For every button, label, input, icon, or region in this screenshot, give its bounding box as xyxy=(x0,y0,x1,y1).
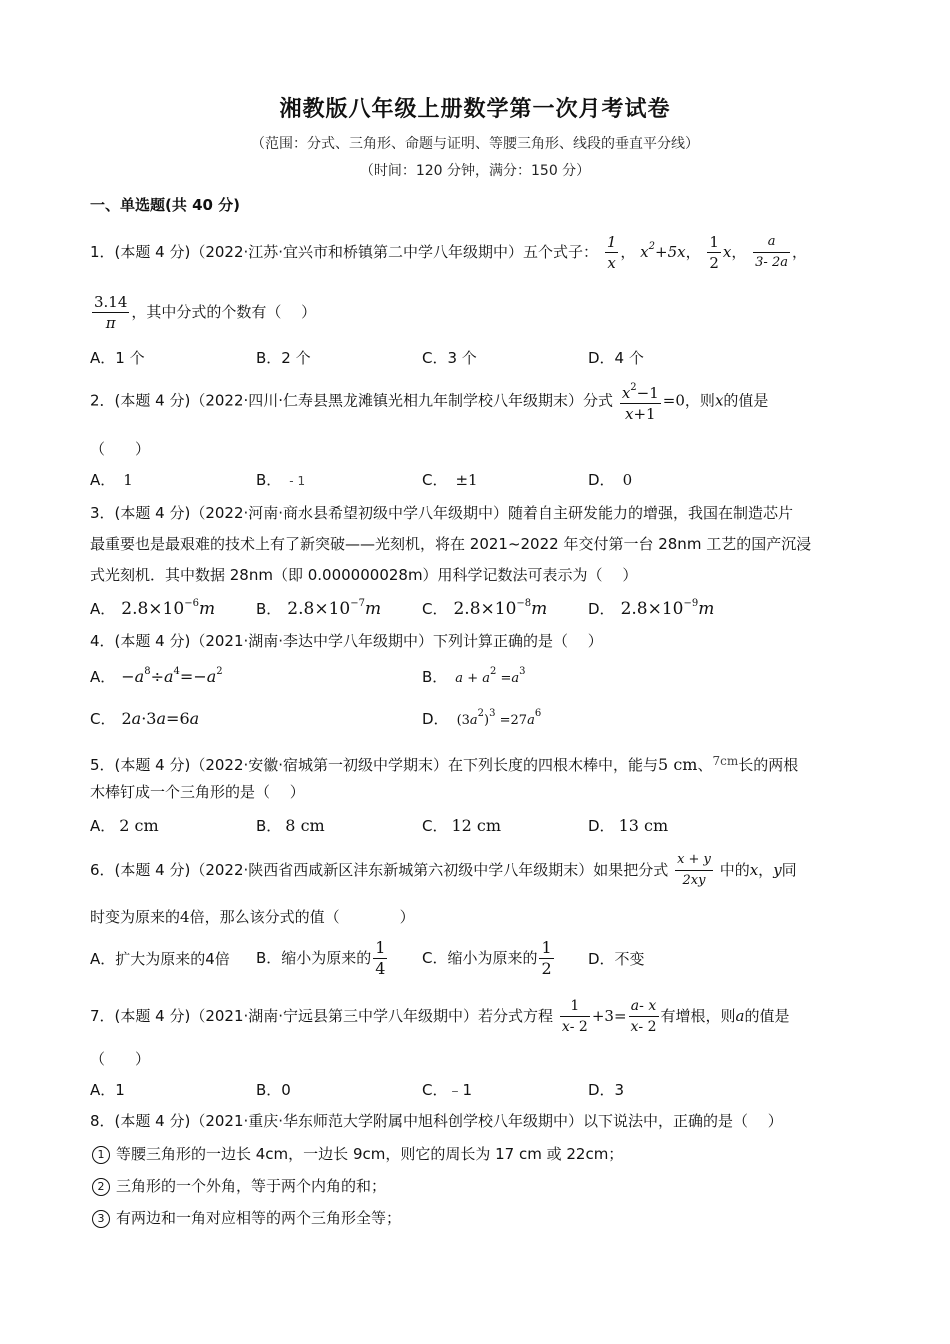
q1-option-c[interactable]: C．3 个 xyxy=(422,349,477,367)
q1-expr-3: $\frac{1}{2}$ xyxy=(709,233,719,272)
q1-expr-5: $\frac{3.14}{\pi}$ xyxy=(94,293,128,332)
q2-option-b[interactable]: B． - 1 xyxy=(256,471,306,489)
q6-fraction: $\frac{x + y}{2xy}$ xyxy=(677,852,711,888)
q7-option-c[interactable]: C．﹣1 xyxy=(422,1081,473,1099)
q6-option-c[interactable]: C．缩小为原来的 $\frac{1}{2}$ xyxy=(422,938,552,978)
q8-item-3: 3 有两边和一角对应相等的两个三角形全等； xyxy=(92,1207,401,1229)
question-2: 2．(本题 4 分)（2022·四川·仁寿县黑龙滩镇光相九年制学校八年级期末）分式 $\frac{x^2-1}{x+1}$ =0，则x的值是 xyxy=(90,378,768,424)
q6-option-a[interactable]: A．扩大为原来的4倍 xyxy=(90,950,230,968)
q7-option-b[interactable]: B．0 xyxy=(256,1081,291,1099)
q2-option-a[interactable]: A． 1 xyxy=(90,471,133,489)
q5-option-c[interactable]: C． 12 cm xyxy=(422,816,502,835)
q5-option-b[interactable]: B． 8 cm xyxy=(256,816,325,835)
q1-option-d[interactable]: D．4 个 xyxy=(588,349,644,367)
q7-paren: （ ） xyxy=(90,1050,151,1068)
q1-option-a[interactable]: A．1 个 xyxy=(90,349,145,367)
q6-line-2: 时变为原来的4倍，那么该分式的值（ ） xyxy=(90,908,415,926)
q3-line-2: 最重要也是最艰难的技术上有了新突破——光刻机，将在 2021~2022 年交付第一台 28nm 工艺的国产沉浸 xyxy=(90,535,812,553)
q7-option-a[interactable]: A．1 xyxy=(90,1081,125,1099)
q1-expr-1: $\frac{1}{x}$ xyxy=(606,233,617,272)
q3-option-b[interactable]: B． $2.8\times 10^{-7}m$ xyxy=(256,598,382,619)
question-7: 7．(本题 4 分)（2021·湖南·宁远县第三中学八年级期中）若分式方程 $\frac{1}{x- 2}$ +3= $\frac{a- x}{x- 2}$ 有增根，则a的值是 xyxy=(90,998,790,1035)
exam-title: 湘教版八年级上册数学第一次月考试卷 xyxy=(279,97,671,122)
q3-line-1: 3．(本题 4 分)（2022·河南·商水县希望初级中学八年级期中）随着自主研发能力的增强，我国在制造芯片 xyxy=(90,504,794,522)
question-1-line-2 xyxy=(90,292,316,333)
q5-line-2: 木棒钉成一个三角形的是（ ） xyxy=(90,783,305,801)
section-title: 一、单选题(共 40 分) xyxy=(90,196,241,214)
q1-expr-4: $\frac{a}{3- 2a}$ xyxy=(755,234,788,270)
q3-option-d[interactable]: D． $2.8\times 10^{-9}m$ xyxy=(588,598,715,619)
question-1: 1．(本题 4 分)（2022·江苏·宜兴市和桥镇第二中学八年级期中）五个式子： $\frac{1}{x}$ ， $x^2+5x$， $\frac{1}{2}$ x， $\frac{a}{3- 2a}$ ， xyxy=(90,233,807,272)
circled-number: 1 xyxy=(92,1146,110,1164)
q2-option-c[interactable]: C． ±1 xyxy=(422,471,478,489)
q7-fraction-left: $\frac{1}{x- 2}$ xyxy=(561,998,588,1035)
q7-option-d[interactable]: D．3 xyxy=(588,1081,625,1099)
q8-item-2: 2 三角形的一个外角，等于两个内角的和； xyxy=(92,1175,386,1197)
q5-length-2: 7cm xyxy=(712,754,739,768)
exam-time: （时间：120 分钟，满分：150 分） xyxy=(359,163,591,179)
q1-option-b[interactable]: B．2 个 xyxy=(256,349,311,367)
circled-number: 2 xyxy=(92,1178,110,1196)
q4-option-d[interactable]: D． $(3a^2)^3 =27a^6$ xyxy=(422,708,542,728)
q8-stem: 8．(本题 4 分)（2021·重庆·华东师范大学附属中旭科创学校八年级期中）以下说法中，正确的是（ ） xyxy=(90,1112,783,1130)
q2-stem: 2．(本题 4 分)（2022·四川·仁寿县黑龙滩镇光相九年制学校八年级期末）分式 xyxy=(90,391,614,410)
q1-tail: ，其中分式的个数有（ ） xyxy=(131,303,317,321)
q2-option-d[interactable]: D． 0 xyxy=(588,471,633,489)
q1-expr-2: $x^2+5x$ xyxy=(640,241,686,261)
q8-item-1: 1 等腰三角形的一边长 4cm，一边长 9cm，则它的周长为 17 cm 或 22cm； xyxy=(92,1143,623,1165)
q2-fraction: $\frac{x^2-1}{x+1}$ xyxy=(620,378,661,424)
question-5: 5．(本题 4 分)（2022·安徽·宿城第一初级中学期末）在下列长度的四根木棒中，能与5 cm、$^{7cm}$长的两根 xyxy=(90,754,799,774)
q1-stem: 1．(本题 4 分)（2022·江苏·宜兴市和桥镇第二中学八年级期中）五个式子： xyxy=(90,243,599,261)
q5-option-d[interactable]: D． 13 cm xyxy=(588,816,669,835)
q4-option-c[interactable]: C． 2a·3a=6a xyxy=(90,709,200,728)
q6-option-d[interactable]: D．不变 xyxy=(588,950,645,968)
q3-option-a[interactable]: A． $2.8\times 10^{-6}m$ xyxy=(90,598,216,619)
circled-number: 3 xyxy=(92,1210,110,1228)
q4-option-b[interactable]: B． $a + a^2 =a^3$ xyxy=(422,666,526,686)
q6-option-b[interactable]: B．缩小为原来的 $\frac{1}{4}$ xyxy=(256,938,386,978)
exam-range: （范围：分式、三角形、命题与证明、等腰三角形、线段的垂直平分线） xyxy=(251,136,699,152)
q5-length-1: 5 cm xyxy=(658,755,698,774)
q4-stem: 4．(本题 4 分)（2021·湖南·李达中学八年级期中）下列计算正确的是（ ） xyxy=(90,632,603,650)
q3-option-c[interactable]: C． $2.8\times 10^{-8}m$ xyxy=(422,598,548,619)
q4-option-a[interactable]: A． $-a^8\div a^4=-a^2$ xyxy=(90,666,223,686)
q2-paren: （ ） xyxy=(90,440,151,458)
q5-option-a[interactable]: A． 2 cm xyxy=(90,816,159,835)
q3-line-3: 式光刻机．其中数据 28nm（即 0.000000028m）用科学记数法可表示为（ ） xyxy=(90,566,638,584)
question-6: 6．(本题 4 分)（2022·陕西省西咸新区沣东新城第六初级中学八年级期末）如果把分式 $\frac{x + y}{2xy}$ 中的x，y同 xyxy=(90,850,797,891)
q7-fraction-right: $\frac{a- x}{x- 2}$ xyxy=(630,998,657,1035)
